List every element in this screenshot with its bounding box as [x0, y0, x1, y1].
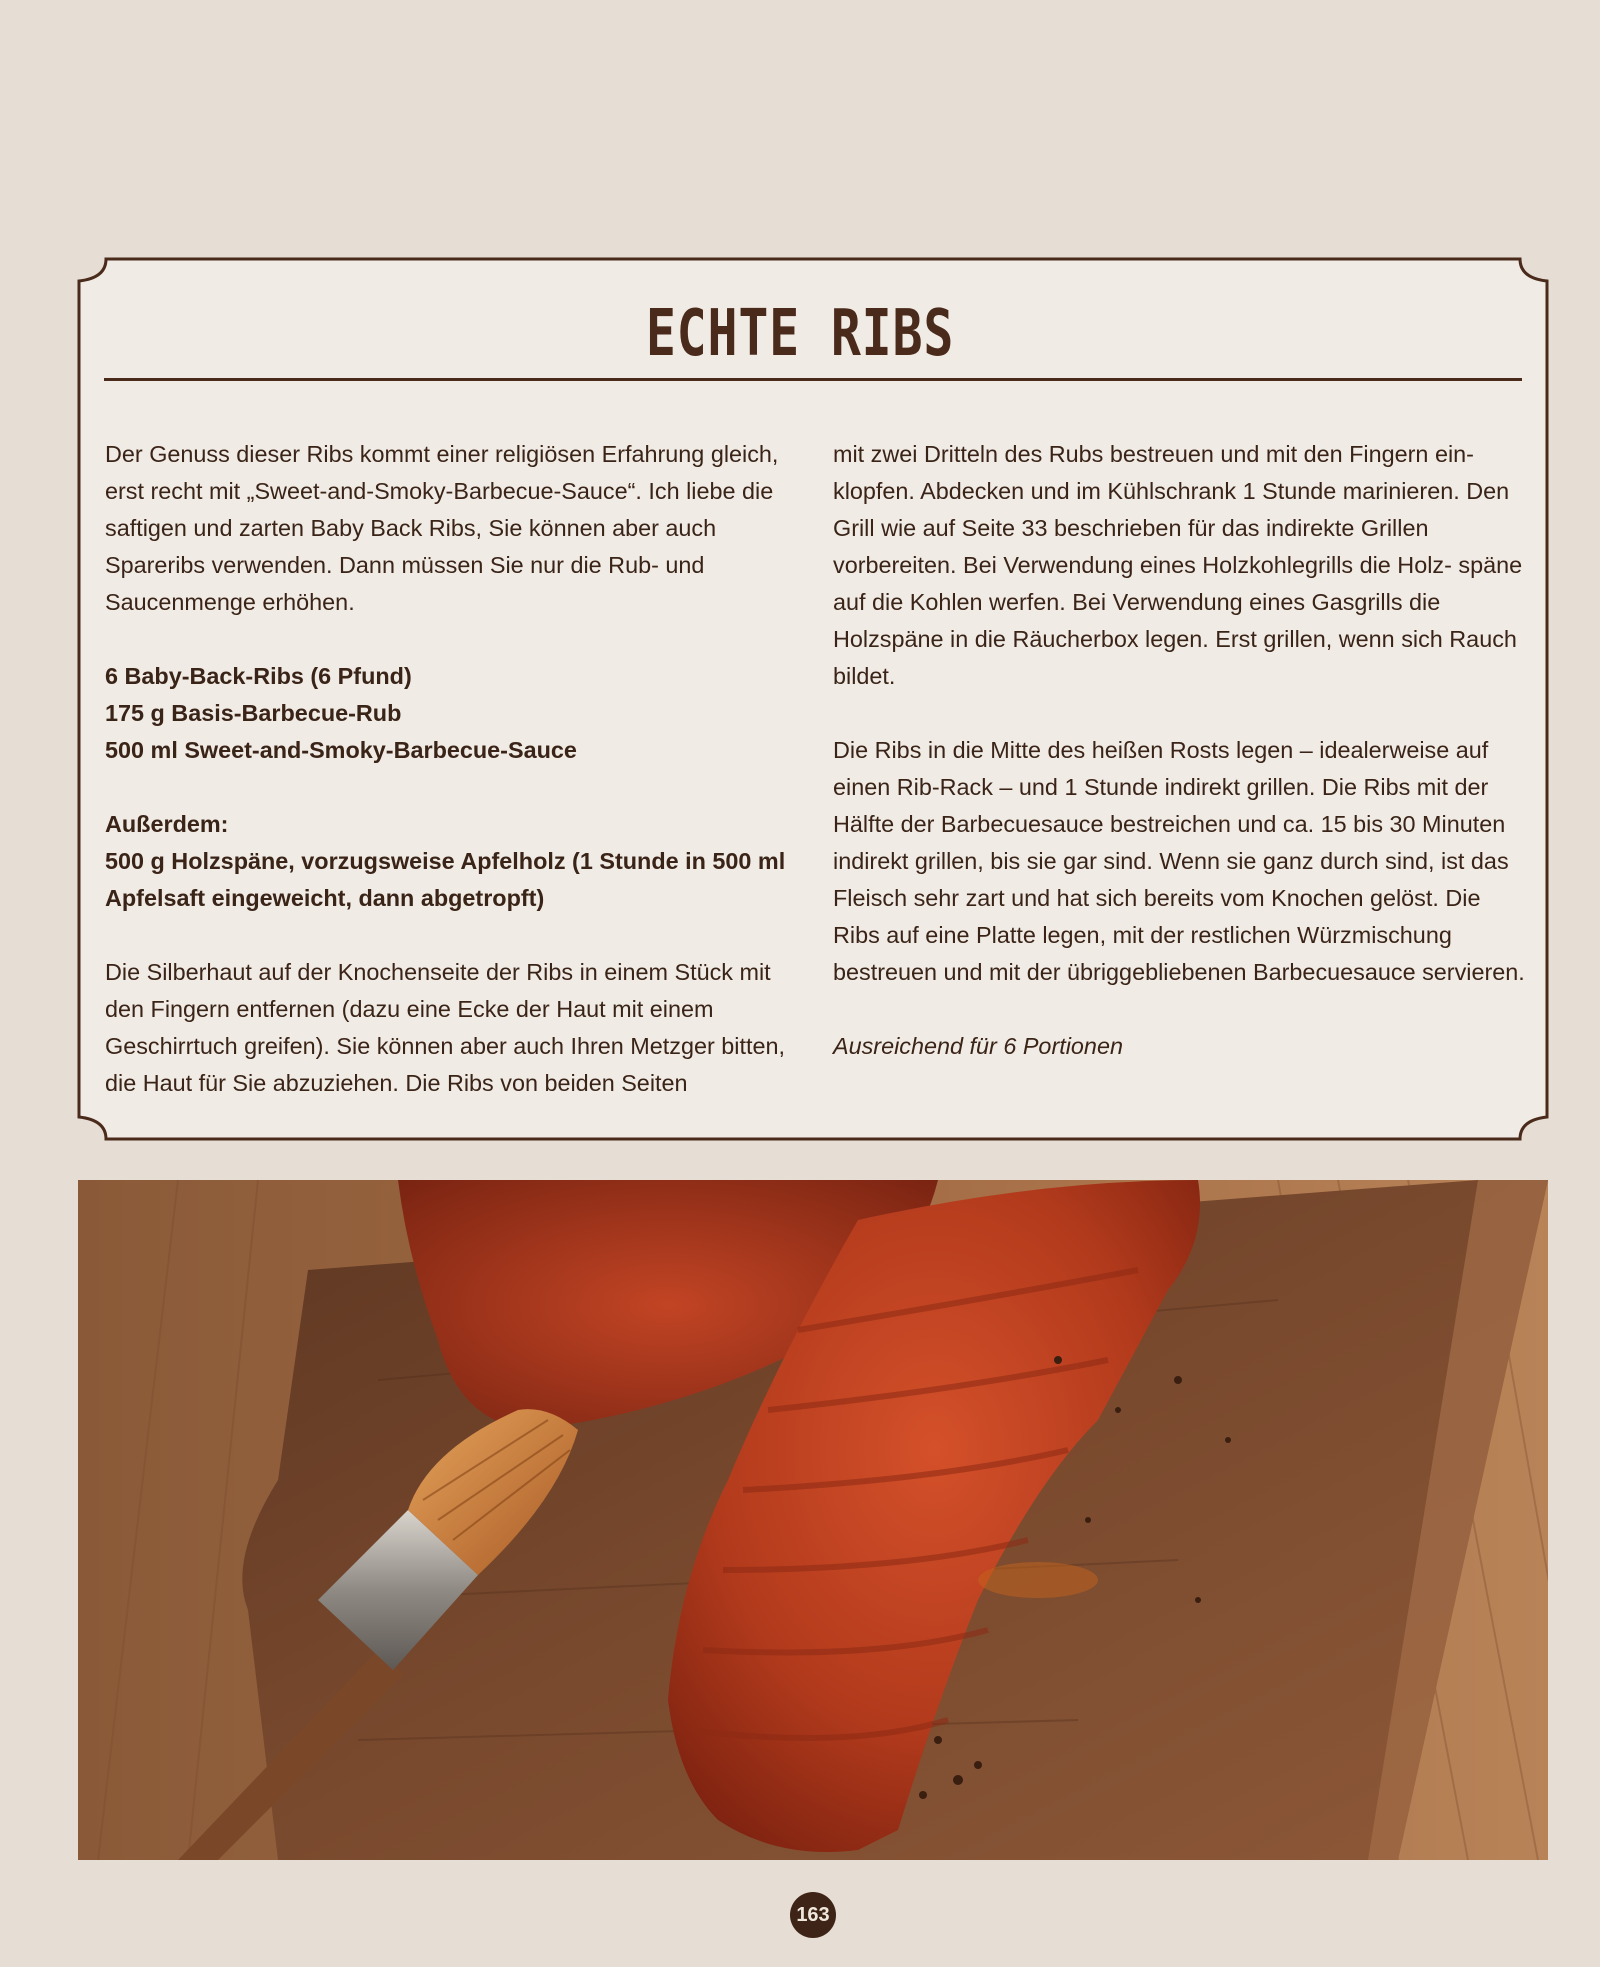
- extras-heading: Außerdem:: [105, 811, 229, 837]
- recipe-title: ECHTE RIBS: [645, 297, 955, 371]
- ingredient-item: 175 g Basis-Barbecue-Rub: [105, 700, 402, 726]
- extras-item: 500 g Holzspäne, vorzugsweise Apfelholz (1 Stunde in 500 ml Apfelsaft eingeweicht, dann abgetropft): [105, 848, 786, 911]
- step1-paragraph-start: Die Silberhaut auf der Knochenseite der Ribs in einem Stück mit den Fingern entfernen (dazu eine Ecke der Haut mit einem Geschirrtuch greifen). Sie können aber auch Ihren Metzger bitten, die Haut für Sie abzuziehen. Die Ribs von beiden Seiten: [105, 959, 785, 1096]
- ingredient-list: [105, 658, 805, 769]
- step2-paragraph: Die Ribs in die Mitte des heißen Rosts legen – idealerweise auf einen Rib-Rack – und 1 Stunde indirekt grillen. Die Ribs mit der Hälfte der Barbecuesauce bestreichen und ca. 15 bis 30 Minuten indirekt grillen, bis sie gar sind. Wenn sie ganz durch sind, ist das Fleisch sehr zart und hat sich bereits vom Knochen gelöst. Die Ribs auf eine Platte legen, mit der restlichen Würzmischung bestreuen und mit der übriggebliebenen Barbecuesauce servieren.: [833, 737, 1525, 985]
- ribs-photo-illustration: [78, 1180, 1548, 1860]
- page-number: 163: [790, 1892, 836, 1938]
- extras-list: [105, 806, 805, 917]
- ribs-photo: [78, 1180, 1548, 1860]
- ingredient-item: 500 ml Sweet-and-Smoky-Barbecue-Sauce: [105, 737, 577, 763]
- ingredient-item: 6 Baby-Back-Ribs (6 Pfund): [105, 663, 412, 689]
- text-column-left: [105, 436, 805, 1139]
- intro-paragraph: Der Genuss dieser Ribs kommt einer religiösen Erfahrung gleich, erst recht mit „Sweet-and-Smoky-Barbecue-Sauce“. Ich liebe die saftigen und zarten Baby Back Ribs, Sie können aber auch Spareribs verwenden. Dann müssen Sie nur die Rub- und Saucenmenge erhöhen.: [105, 441, 779, 615]
- servings-note: Ausreichend für 6 Portionen: [833, 1033, 1123, 1059]
- title-divider: [104, 378, 1522, 381]
- step1-paragraph-end: mit zwei Dritteln des Rubs bestreuen und mit den Fingern ein- klopfen. Abdecken und im Kühlschrank 1 Stunde marinieren. Den Grill wie auf Seite 33 beschrieben für das indirekte Grillen vorbereiten. Bei Verwendung eines Holzkohlegrills die Holz- späne auf die Kohlen werfen. Bei Verwendung eines Gasgrills die Holzspäne in die Räucherbox legen. Erst grillen, wenn sich Rauch bildet.: [833, 441, 1523, 689]
- text-column-right: [833, 436, 1533, 1102]
